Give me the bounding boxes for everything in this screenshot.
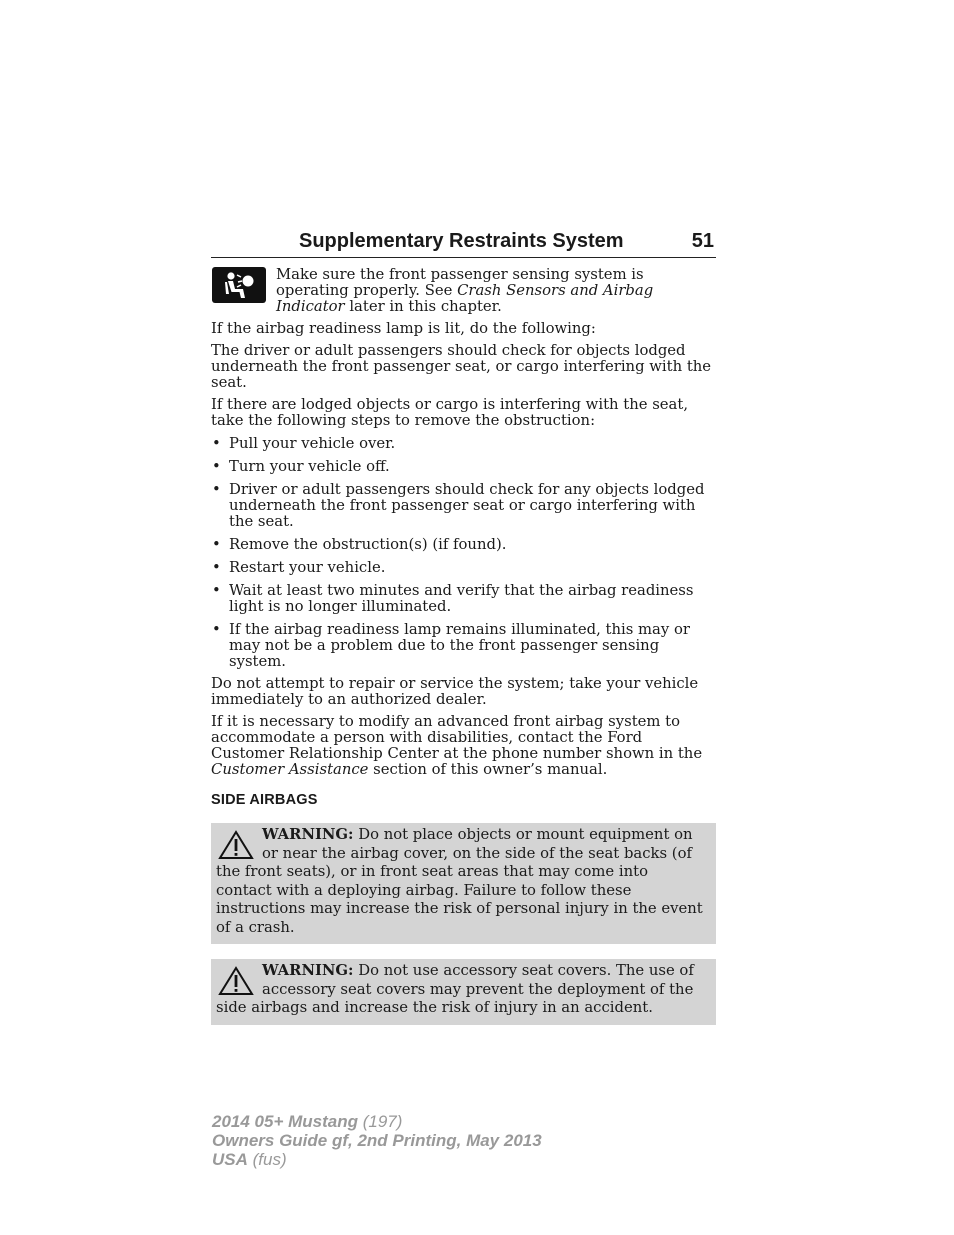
warning-body: Do not use accessory seat covers. The use of accessory seat covers may prevent the deployment of the side airbags and increase the risk of injury in an accident. xyxy=(216,962,694,1016)
warning-box xyxy=(211,823,716,944)
paragraph-lamp-lit: If the airbag readiness lamp is lit, do the following: xyxy=(211,320,596,337)
manual-page xyxy=(211,230,716,1025)
bullet: • xyxy=(212,481,221,498)
intro-text xyxy=(276,267,716,315)
list-item-text: Turn your vehicle off. xyxy=(229,458,390,475)
list-item-text: Remove the obstruction(s) (if found). xyxy=(229,536,507,553)
bullet: • xyxy=(212,435,221,452)
intro-text-b: later in this chapter. xyxy=(344,298,502,315)
footer-line-region xyxy=(212,1150,542,1169)
bullet: • xyxy=(212,536,221,553)
footer-line-model xyxy=(212,1112,542,1131)
warning-label: WARNING: xyxy=(262,962,354,979)
footer-model: 2014 05+ Mustang xyxy=(212,1112,358,1131)
footer-line-guide: Owners Guide gf, 2nd Printing, May 2013 xyxy=(212,1131,542,1150)
list-item-text: Restart your vehicle. xyxy=(229,559,386,576)
page-number: 51 xyxy=(691,230,714,252)
customer-assistance-reference: Customer Assistance xyxy=(211,761,369,778)
warning-triangle-icon xyxy=(218,966,254,996)
warning-text xyxy=(216,962,708,1018)
steps-list xyxy=(211,436,716,670)
list-item xyxy=(211,482,716,530)
list-item xyxy=(211,436,716,452)
bullet: • xyxy=(212,621,221,638)
bullet: • xyxy=(212,559,221,576)
footer-region-code: (fus) xyxy=(247,1150,287,1169)
list-item-text: Pull your vehicle over. xyxy=(229,435,396,452)
paragraph-repair: Do not attempt to repair or service the system; take your vehicle immediately to an authorized dealer. xyxy=(211,675,699,708)
bullet: • xyxy=(212,582,221,599)
paragraph-check-objects: The driver or adult passengers should check for objects lodged underneath the front passenger seat, or cargo interfering with the seat. xyxy=(211,342,712,391)
warning-box xyxy=(211,959,716,1025)
list-item-text: If the airbag readiness lamp remains illuminated, this may or may not be a problem due to the front passenger sensing system. xyxy=(229,621,690,670)
list-item xyxy=(211,560,716,576)
page-footer xyxy=(212,1112,542,1169)
paragraph-steps-intro: If there are lodged objects or cargo is interfering with the seat, take the following steps to remove the obstruction: xyxy=(211,396,689,429)
airbag-warning-icon xyxy=(212,267,266,303)
list-item xyxy=(211,537,716,553)
warning-label: WARNING: xyxy=(262,826,354,843)
list-item-text: Driver or adult passengers should check for any objects lodged underneath the front passenger seat or cargo interfering with the seat. xyxy=(229,481,705,530)
section-title: Supplementary Restraints System xyxy=(299,230,624,252)
intro-reference: Crash Sensors and Airbag Indicator xyxy=(276,282,654,315)
footer-model-code: (197) xyxy=(358,1112,403,1131)
list-item-text: Wait at least two minutes and verify that the airbag readiness light is no longer illuminated. xyxy=(229,582,694,615)
intro-text-a: Make sure the front passenger sensing system is operating properly. See xyxy=(276,266,644,299)
modify-text-b: section of this owner’s manual. xyxy=(368,761,608,778)
list-item xyxy=(211,583,716,615)
intro-block xyxy=(211,267,716,315)
modify-text-a: If it is necessary to modify an advanced front airbag system to accommodate a person with disabilities, contact the Ford Customer Relationship Center at the phone number shown in the xyxy=(211,713,703,762)
paragraph-modify xyxy=(211,714,716,778)
side-airbags-heading: SIDE AIRBAGS xyxy=(211,792,318,808)
bullet: • xyxy=(212,458,221,475)
footer-region: USA xyxy=(212,1150,248,1169)
warning-body: Do not place objects or mount equipment on or near the airbag cover, on the side of the seat backs (of the front seats), or in front seat areas that may come into contact with a deploying airbag. Failure to follow these instructions may increase the risk of personal injury in the event of a crash. xyxy=(216,826,703,936)
warning-text xyxy=(216,826,708,937)
list-item xyxy=(211,622,716,670)
list-item xyxy=(211,459,716,475)
warning-triangle-icon xyxy=(218,830,254,860)
page-header xyxy=(211,230,716,258)
